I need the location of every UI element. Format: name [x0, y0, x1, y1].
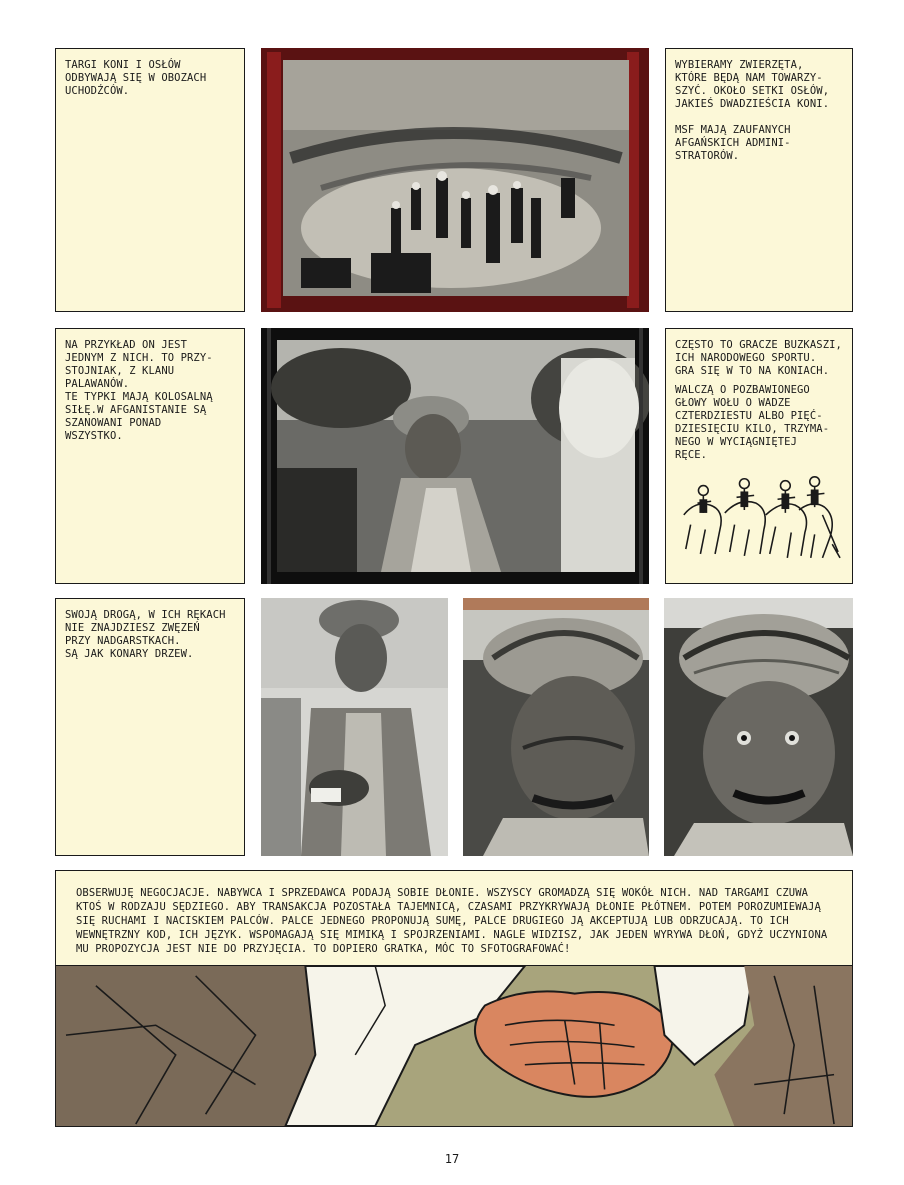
caption-wrists-like-branches: SWOJĄ DROGĄ, W ICH RĘKACH NIE ZNAJDZIESZ ZWĘZEŃ PRZY NADGARSTKACH. SĄ JAK KONARY DRZEW. [55, 598, 245, 856]
photo-man-counting-money [261, 598, 448, 856]
drawing-handshake [55, 965, 853, 1127]
buzkashi-riders-sketch [676, 447, 842, 573]
caption-buzkashi [665, 328, 853, 584]
caption-buzkashi-text-a: CZĘSTO TO GRACZE BUZKASZI, ICH NARODOWEGO SPORTU. GRA SIĘ W TO NA KONIACH. [675, 339, 842, 377]
caption-negotiations: OBSERWUJĘ NEGOCJACJE. NABYWCA I SPRZEDAWCA PODAJĄ SOBIE DŁONIE. WSZYSCY GROMADZĄ SIĘ WOKÓŁ NICH. NAD TARGAMI CZUWA KTOŚ W RODZAJU SĘDZIEGO. ABY TRANSAKCJA POZOSTAŁA TAJEMNICĄ, CZASAMI PRZYKRYWAJĄ DŁONIE PŁÓTNEM. POTEM POROZUMIEWAJĄ SIĘ RUCHAMI I NACISKIEM PALCÓW. PALCE JEDNEGO PROPONUJĄ SUMĘ, PALCE DRUGIEGO JĄ AKCEPTUJĄ LUB ODRZUCAJĄ. TO ICH WEWNĘTRZNY KOD, ICH JĘZYK. WSPOMAGAJĄ SIĘ MIMIKĄ I SPOJRZENIAMI. NAGLE WIDZISZ, JAK JEDEN WYRYWA DŁOŃ, GDYŻ UCZYNIONA MU PROPOZYCJA JEST NIE DO PRZYJĘCIA. TO DOPIERO GRATKA, MÓC TO SFOTOGRAFOWAĆ! [55, 870, 853, 966]
photo-man-closeup-profile [463, 598, 649, 856]
caption-choosing-animals: WYBIERAMY ZWIERZĘTA, KTÓRE BĘDĄ NAM TOWARZY- SZYĆ. OKOŁO SETKI OSŁÓW, JAKIEŚ DWADZIEŚCIA KONI. MSF MAJĄ ZAUFANYCH AFGAŃSKICH ADMINI- STRATORÓW. [665, 48, 853, 312]
page-number: 17 [444, 1152, 460, 1166]
photo-market-crowd [261, 48, 649, 312]
caption-buzkashi-text-b: WALCZĄ O POZBAWIONEGO GŁOWY WOŁU O WADZE CZTERDZIESTU ALBO PIĘĆ- DZIESIĘCIU KILO, TRZYMA- NEGO W WYCIĄGNIĘTEJ RĘCE. [675, 384, 830, 461]
caption-horse-market: TARGI KONI I OSŁÓW ODBYWAJĄ SIĘ W OBOZACH UCHODŹCÓW. [55, 48, 245, 312]
photo-smiling-man-turban [261, 328, 649, 584]
caption-palawan-clan: NA PRZYKŁAD ON JEST JEDNYM Z NICH. TO PRZY- STOJNIAK, Z KLANU PALAWANÓW. TE TYPKI MAJĄ KOLOSALNĄ SIŁĘ.W AFGANISTANIE SĄ SZANOWANI PONAD WSZYSTKO. [55, 328, 245, 584]
photo-man-closeup-gaze [664, 598, 853, 856]
